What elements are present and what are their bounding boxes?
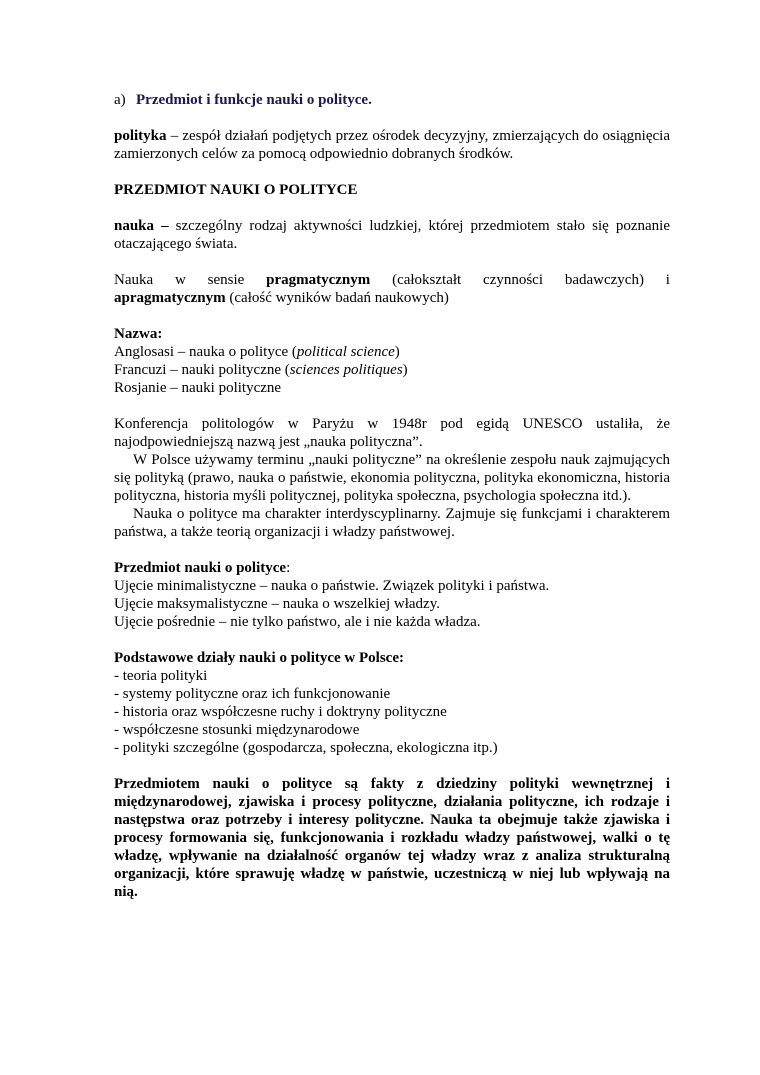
section-heading-a: [114, 91, 670, 109]
heading-number: a): [114, 92, 126, 108]
list-item: - historia oraz współczesne ruchy i doktryny polityczne: [114, 704, 447, 720]
list-item: - polityki szczególne (gospodarcza, społeczna, ekologiczna itp.): [114, 740, 498, 756]
heading-title: Przedmiot i funkcje nauki o polityce.: [136, 92, 372, 108]
nazwa-francuzi: Francuzi – nauki polityczne (sciences politiques): [114, 362, 408, 378]
polityka-text: – zespół działań podjętych przez ośrodek decyzyjny, zmierzających do osiągnięcia zamierzonych celów za pomocą odpowiednio dobranych środków.: [114, 128, 670, 162]
paragraph-interdyscyplinarny: Nauka o polityce ma charakter interdyscyplinarny. Zajmuje się funkcjami i charakterem państwa, a także teorią organizacji i władzy państwowej.: [114, 506, 670, 540]
nazwa-rosjanie: Rosjanie – nauki polityczne: [114, 380, 282, 396]
nauka-text: szczególny rodzaj aktywności ludzkiej, której przedmiotem stało się poznanie otaczającego świata.: [114, 218, 671, 252]
conclusion-paragraph: Przedmiotem nauki o polityce są fakty z dziedziny polityki wewnętrznej i międzynarodowej, zjawiska i procesy polityczne, działania polityczne, ich rodzaje i następstwa oraz potrzeby i interesy polityczne. Nauka ta obejmuje także zjawiska i procesy formowania się, funkcjonowania i rozkładu władzy państwowej, walki o tę władzę, wpływanie na działalność organów tej władzy wraz z analiza strukturalną organizacji, które sprawuję władzę w państwie, uczestniczą w niej lub wpływają na nią.: [114, 776, 670, 900]
list-item: - współczesne stosunki międzynarodowe: [114, 722, 360, 738]
nauka-term: nauka –: [114, 218, 169, 234]
sense-line-1: Nauka w sensie pragmatycznym (całokształt czynności badawczych) i: [114, 272, 670, 288]
nauka-definition: [114, 217, 670, 253]
list-item: - teoria polityki: [114, 668, 208, 684]
section-title: PRZEDMIOT NAUKI O POLITYCE: [114, 182, 358, 198]
list-item: Ujęcie pośrednie – nie tylko państwo, ale i nie każda władza.: [114, 614, 481, 630]
list-item: Ujęcie maksymalistyczne – nauka o wszelkiej władzy.: [114, 596, 440, 612]
paragraph-w-polsce: W Polsce używamy terminu „nauki polityczne” na określenie zespołu nauk zajmujących się polityką (prawo, nauka o państwie, ekonomia polityczna, polityka ekonomiczna, historia polityczna, historia myśli politycznej, polityka społeczna, psychologia społeczna itd.).: [114, 452, 670, 504]
list-item: - systemy polityczne oraz ich funkcjonowanie: [114, 686, 391, 702]
polityka-term: polityka: [114, 128, 167, 144]
document-page: [114, 91, 670, 901]
paragraph-konferencja: Konferencja politologów w Paryżu w 1948r pod egidą UNESCO ustaliła, że najodpowiedniejszą nazwą jest „nauka polityczna”.: [114, 416, 670, 450]
przedmiot-label: Przedmiot nauki o polityce:: [114, 560, 291, 576]
polityka-definition: [114, 127, 670, 163]
pragmatic-term: pragmatycznym: [266, 272, 371, 288]
sense-line-2: apragmatycznym (całość wyników badań naukowych): [114, 290, 449, 306]
dzialy-label: Podstawowe działy nauki o polityce w Polsce:: [114, 650, 404, 666]
nazwa-anglosasi: Anglosasi – nauka o polityce (political science): [114, 344, 400, 360]
apragmatic-term: apragmatycznym: [114, 290, 226, 306]
nazwa-label: Nazwa:: [114, 326, 163, 342]
list-item: Ujęcie minimalistyczne – nauka o państwie. Związek polityki i państwa.: [114, 578, 550, 594]
